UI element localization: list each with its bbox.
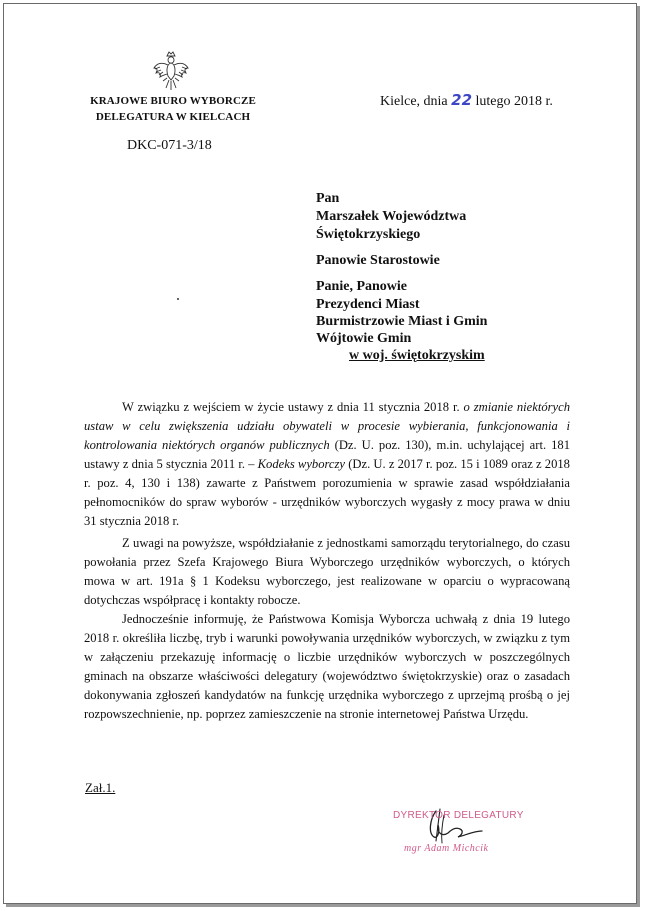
addressee-line-4: Panowie Starostowie [316,253,440,268]
addressee-line-2: Marszałek Województwa [316,209,467,224]
date-day-handwritten: 22 [451,91,473,109]
date-suffix: lutego 2018 r. [475,94,553,109]
reference-number: DKC-071-3/18 [127,138,212,153]
addressee-line-1: Pan [316,191,340,206]
org-name-line1: KRAJOWE BIURO WYBORCZE [90,95,256,107]
addressee-line-5: Panie, Panowie [316,279,407,294]
addressee-line-3: Świętokrzyskiego [316,227,421,242]
attachment-label: Zał.1. [85,780,116,795]
stamp-name: mgr Adam Michcik [404,843,489,854]
body-paragraph-1: W związku z wejściem w życie ustawy z dnia 11 stycznia 2018 r. o zmianie niektórych ustaw w celu zwiększenia udziału obywateli w procesie wybierania, funkcjonowania i kontrolowania niektórych organów publicznych (Dz. U. poz. 130), m.in. uchylającej art. 181 ustawy z dnia 5 stycznia 2011 r. – Kodeks wyborczy (Dz. U. z 2017 r. poz. 15 i 1089 oraz z 2018 r. poz. 4, 130 i 138) zawarte z Państwem porozumienia w sprawie zasad współdziałania pełnomocników do spraw wyborów - urzędników wyborczych wygasły z mocy prawa w dniu 31 stycznia 2018 r. [84,400,571,528]
addressee-line-9: w woj. świętokrzyskim [349,348,485,363]
letter-date [380,91,553,110]
addressee-line-8: Wójtowie Gmin [316,331,412,346]
body-paragraph-3: Jednocześnie informuję, że Państwowa Komisja Wyborcza uchwałą z dnia 19 lutego 2018 r. określiła liczbę, tryb i warunki powoływania urzędników wyborczych, w związku z tym w załączeniu przekazuję informację o liczbie urzędników wyborczych w poszczególnych gminach na obszarze właściwości delegatury (województwo świętokrzyskie) oraz o zasadach dokonywania zgłoszeń kandydatów na funkcję urzędnika wyborczego z uprzejmą prośbą o jej rozpowszechnienie, np. poprzez zamieszczenie na stronie internetowej Państwa Urzędu. [84,612,570,721]
org-name-line2: DELEGATURA W KIELCACH [95,111,251,123]
stamp-title: DYREKTOR DELEGATURY [393,810,524,821]
date-prefix: Kielce, dnia [380,94,448,109]
body-paragraph-2: Z uwagi na powyższe, współdziałanie z jednostkami samorządu terytorialnego, do czasu powołania przez Szefa Krajowego Biura Wyborczego urzędników wyborczych, o których mowa w art. 191a § 1 Kodeksu wyborczego, jest realizowane w oparciu o wypracowaną dotychczas współpracę i kontakty robocze. [84,536,570,607]
addressee-line-7: Burmistrzowie Miast i Gmin [316,314,488,329]
addressee-line-6: Prezydenci Miast [316,297,420,312]
stray-dot [177,298,179,300]
eagle-emblem-icon [152,50,190,92]
